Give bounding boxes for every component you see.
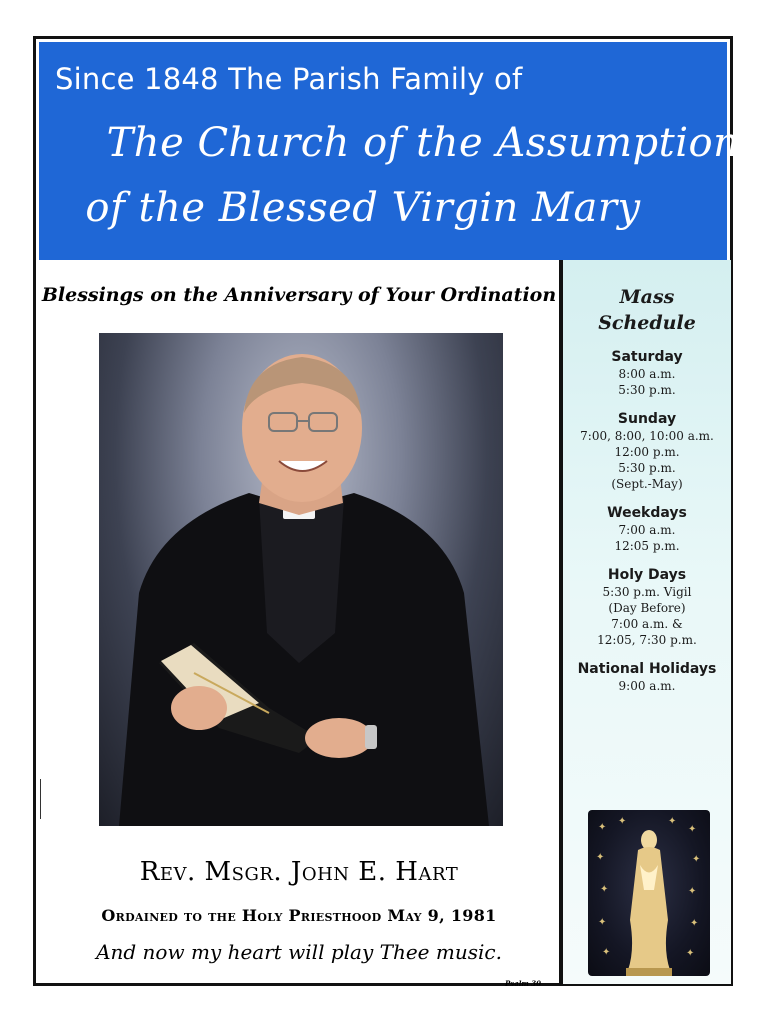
page-frame — [33, 36, 740, 988]
schedule-day — [563, 504, 731, 554]
svg-text:✦: ✦ — [668, 816, 677, 827]
svg-text:✦: ✦ — [688, 886, 697, 897]
svg-text:✦: ✦ — [688, 824, 697, 835]
day-name: Holy Days — [607, 567, 687, 583]
margin-mark — [40, 779, 41, 819]
virgin-mary-statue-image — [588, 810, 710, 976]
blessing-heading: Blessings on the Anniversary of Your Ordination — [41, 284, 557, 306]
svg-text:✦: ✦ — [596, 852, 605, 863]
priest-portrait — [99, 333, 503, 826]
mass-time: 7:00 a.m. — [618, 523, 676, 537]
mass-time: 12:05, 7:30 p.m. — [597, 633, 697, 647]
svg-text:✦: ✦ — [598, 917, 607, 928]
svg-text:✦: ✦ — [686, 948, 695, 959]
svg-text:✦: ✦ — [692, 854, 701, 865]
day-name: Weekdays — [607, 505, 687, 521]
header-banner — [39, 42, 740, 260]
mass-time: 12:00 p.m. — [614, 445, 680, 459]
svg-text:✦: ✦ — [618, 816, 627, 827]
svg-text:✦: ✦ — [602, 947, 611, 958]
mass-time: 9:00 a.m. — [618, 679, 676, 693]
schedule-day — [563, 566, 731, 648]
mass-time: 5:30 p.m. Vigil — [602, 585, 692, 599]
svg-text:✦: ✦ — [600, 884, 609, 895]
priest-portrait-illustration — [99, 333, 503, 826]
priest-name: Rev. Msgr. John E. Hart — [139, 857, 459, 887]
mass-time: 5:30 p.m. — [618, 383, 676, 397]
psalm-reference: Psalm 30 — [505, 979, 541, 988]
church-name-line-2: of the Blessed Virgin Mary — [85, 185, 641, 231]
scripture-quote: And now my heart will play Thee music. — [96, 940, 502, 964]
day-name: National Holidays — [577, 661, 717, 677]
church-name-line-1: The Church of the Assumption — [106, 120, 740, 166]
mass-time: (Day Before) — [608, 601, 686, 615]
day-name: Sunday — [617, 411, 677, 427]
mass-time: 7:00, 8:00, 10:00 a.m. — [580, 429, 714, 443]
mass-time: 8:00 a.m. — [618, 367, 676, 381]
mass-title-line-1: Mass — [619, 286, 675, 308]
mass-schedule-title — [563, 284, 731, 336]
mass-time: 12:05 p.m. — [614, 539, 680, 553]
banner-top-line: Since 1848 The Parish Family of — [55, 62, 523, 96]
schedule-day — [563, 660, 731, 694]
svg-text:✦: ✦ — [598, 822, 607, 833]
day-name: Saturday — [611, 349, 683, 365]
mass-time: 5:30 p.m. — [618, 461, 676, 475]
schedule-list — [563, 348, 731, 694]
mass-time: (Sept.-May) — [611, 477, 683, 491]
schedule-day — [563, 348, 731, 398]
svg-text:✦: ✦ — [690, 918, 699, 929]
mass-title-line-2: Schedule — [598, 312, 696, 334]
ordination-line: Ordained to the Holy Priesthood May 9, 1981 — [101, 906, 497, 925]
statue-illustration — [588, 810, 710, 976]
mass-time: 7:00 a.m. & — [611, 617, 683, 631]
mass-schedule-sidebar — [559, 260, 731, 984]
main-column — [39, 260, 559, 988]
schedule-day — [563, 410, 731, 492]
